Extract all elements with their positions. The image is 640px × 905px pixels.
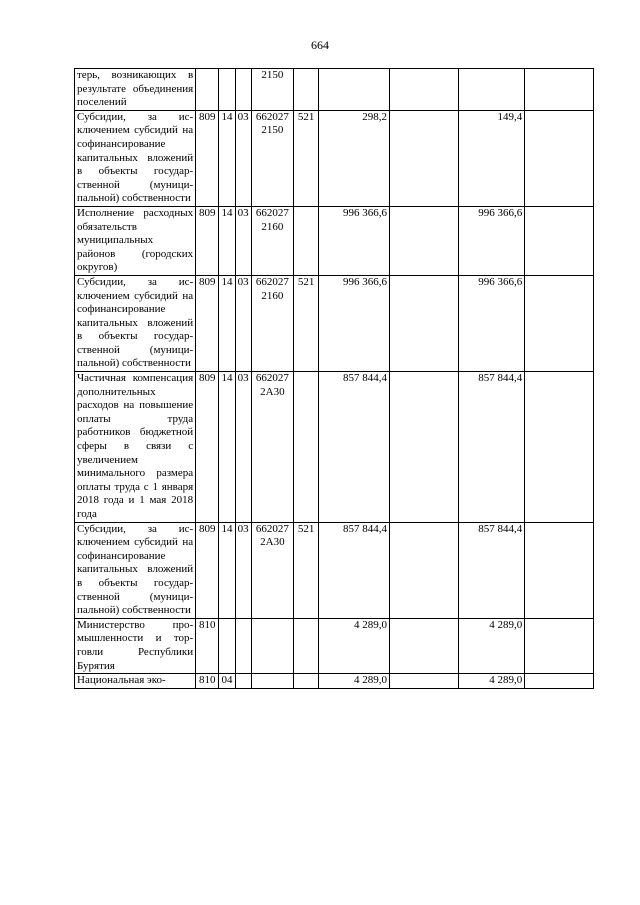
amount-2: 996 366,6 (458, 275, 525, 371)
amount-2: 857 844,4 (458, 522, 525, 618)
table-row (75, 110, 594, 206)
ministry-code: 809 (196, 206, 219, 275)
amount-2: 149,4 (458, 110, 525, 206)
subsection-code: 03 (235, 275, 251, 371)
empty-cell (389, 618, 458, 673)
ministry-code: 810 (196, 618, 219, 673)
table-row (75, 69, 594, 111)
target-article-code: 662027 2160 (251, 206, 293, 275)
expense-type-code (294, 206, 319, 275)
target-article-code: 662027 2150 (251, 110, 293, 206)
amount-1: 4 289,0 (319, 618, 390, 673)
amount-2: 4 289,0 (458, 618, 525, 673)
amount-2: 4 289,0 (458, 674, 525, 689)
empty-cell (389, 275, 458, 371)
section-code: 14 (219, 206, 235, 275)
section-code (219, 69, 235, 111)
amount-1: 996 366,6 (319, 275, 390, 371)
target-article-code: 2150 (251, 69, 293, 111)
target-article-code: 662027 2А30 (251, 522, 293, 618)
amount-1: 4 289,0 (319, 674, 390, 689)
row-name: Субсидии, за исключением субсидий на софинансирование капитальных вложений в объекты государственной (муниципальной) собственности (75, 522, 196, 618)
table-row (75, 522, 594, 618)
ministry-code: 809 (196, 110, 219, 206)
amount-2: 996 366,6 (458, 206, 525, 275)
budget-table (74, 68, 594, 689)
row-name: терь, возникающих в результате объединения поселений (75, 69, 196, 111)
section-code: 14 (219, 522, 235, 618)
section-code: 14 (219, 275, 235, 371)
table-row (75, 674, 594, 689)
empty-cell (389, 522, 458, 618)
ministry-code: 810 (196, 674, 219, 689)
table-row (75, 618, 594, 673)
expense-type-code: 521 (294, 522, 319, 618)
subsection-code: 03 (235, 372, 251, 523)
amount-1: 996 366,6 (319, 206, 390, 275)
target-article-code (251, 674, 293, 689)
amount-1: 857 844,4 (319, 522, 390, 618)
table-row (75, 206, 594, 275)
target-article-code (251, 618, 293, 673)
empty-cell (389, 110, 458, 206)
amount-3 (525, 372, 594, 523)
subsection-code: 03 (235, 206, 251, 275)
row-name: Национальная эко- (75, 674, 196, 689)
amount-3 (525, 618, 594, 673)
table-row (75, 372, 594, 523)
amount-3 (525, 275, 594, 371)
subsection-code (235, 618, 251, 673)
page-number: 664 (311, 38, 329, 52)
section-code: 14 (219, 372, 235, 523)
section-code: 04 (219, 674, 235, 689)
subsection-code (235, 69, 251, 111)
subsection-code: 03 (235, 522, 251, 618)
amount-3 (525, 206, 594, 275)
amount-1: 298,2 (319, 110, 390, 206)
target-article-code: 662027 2А30 (251, 372, 293, 523)
expense-type-code (294, 674, 319, 689)
row-name: Частичная компенсация дополнительных расходов на повышение оплаты труда работников бюджетной сферы в связи с увеличением минимального размера оплаты труда с 1 января 2018 года и 1 мая 2018 года (75, 372, 196, 523)
subsection-code: 03 (235, 110, 251, 206)
amount-2 (458, 69, 525, 111)
expense-type-code: 521 (294, 275, 319, 371)
ministry-code: 809 (196, 522, 219, 618)
amount-1: 857 844,4 (319, 372, 390, 523)
empty-cell (389, 372, 458, 523)
row-name: Субсидии, за исключением субсидий на софинансирование капитальных вложений в объекты государственной (муниципальной) собственности (75, 275, 196, 371)
row-name: Министерство промышленности и торговли Республики Бурятия (75, 618, 196, 673)
expense-type-code (294, 69, 319, 111)
ministry-code (196, 69, 219, 111)
amount-1 (319, 69, 390, 111)
expense-type-code: 521 (294, 110, 319, 206)
table-row (75, 275, 594, 371)
empty-cell (389, 206, 458, 275)
amount-3 (525, 522, 594, 618)
section-code: 14 (219, 110, 235, 206)
empty-cell (389, 69, 458, 111)
row-name: Исполнение расходных обязательств муниципальных районов (городских округов) (75, 206, 196, 275)
amount-3 (525, 69, 594, 111)
row-name: Субсидии, за исключением субсидий на софинансирование капитальных вложений в объекты государственной (муниципальной) собственности (75, 110, 196, 206)
amount-3 (525, 110, 594, 206)
amount-3 (525, 674, 594, 689)
subsection-code (235, 674, 251, 689)
expense-type-code (294, 372, 319, 523)
ministry-code: 809 (196, 372, 219, 523)
target-article-code: 662027 2160 (251, 275, 293, 371)
empty-cell (389, 674, 458, 689)
expense-type-code (294, 618, 319, 673)
ministry-code: 809 (196, 275, 219, 371)
section-code (219, 618, 235, 673)
amount-2: 857 844,4 (458, 372, 525, 523)
